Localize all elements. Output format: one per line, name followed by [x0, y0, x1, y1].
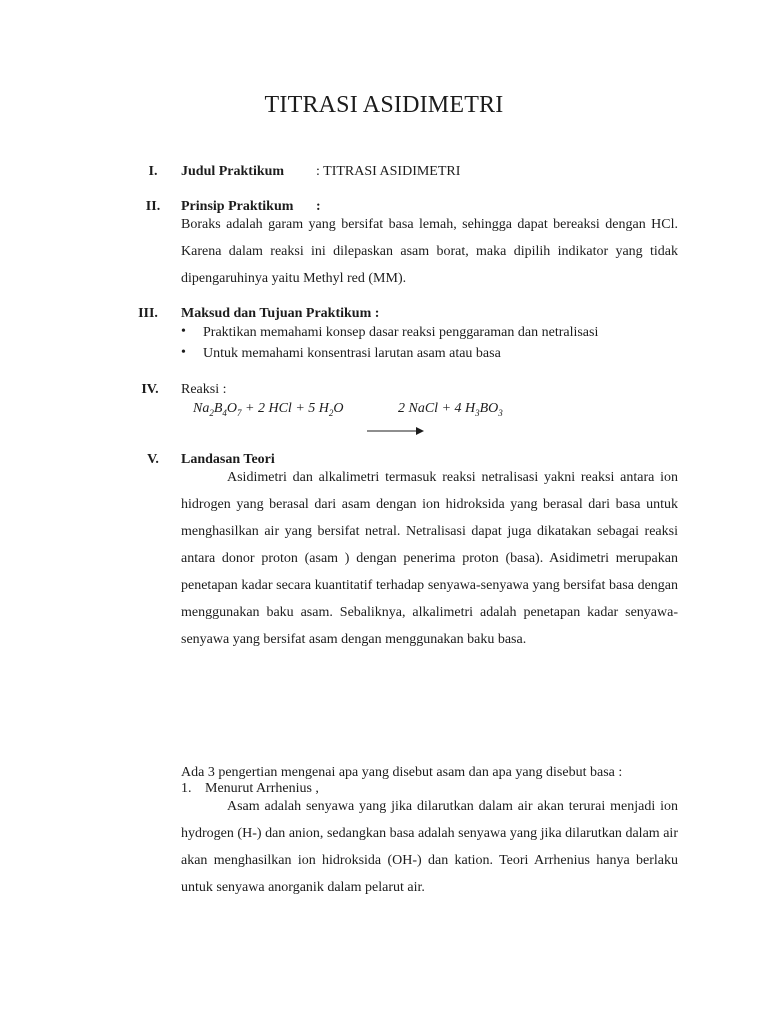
reaction-reactants	[193, 401, 344, 418]
definition-title: Menurut Arrhenius ,	[205, 781, 319, 796]
definition-number: 1.	[181, 781, 192, 796]
bullet-icon: •	[181, 324, 186, 339]
section-5-number: V.	[147, 452, 159, 467]
subscript: 4	[222, 407, 227, 418]
subscript: 2	[209, 407, 214, 418]
objective-text: Untuk memahami konsentrasi larutan asam atau basa	[203, 346, 501, 361]
bullet-icon: •	[181, 345, 186, 360]
section-3-heading: Maksud dan Tujuan Praktikum :	[181, 306, 380, 321]
objective-text: Praktikan memahami konsep dasar reaksi penggaraman dan netralisasi	[203, 325, 599, 340]
definitions-intro: Ada 3 pengertian mengenai apa yang disebut asam dan apa yang disebut basa :	[181, 765, 623, 780]
section-4-heading: Reaksi :	[181, 382, 227, 397]
reactant-rest: + 2 HCl + 5 H	[241, 401, 329, 416]
section-5-body: Asidimetri dan alkalimetri termasuk reaksi netralisasi yakni reaksi antara ion hidrogen yang berasal dari asam dengan ion hidroksida yang berasal dari basa untuk menghasilkan air yang bersifat netral. Netralisasi dapat juga dikatakan sebagai reaksi antara donor proton (asam ) dengan penerima proton (basa). Asidimetri merupakan penetapan kadar secara kuantitatif terhadap senyawa-senyawa yang bersifat basa dengan menggunakan baku asam. Sebaliknya, alkalimetri adalah penetapan kadar senyawa-senyawa yang bersifat asam dengan menggunakan baku basa.	[181, 470, 678, 647]
reactant-b: B	[213, 401, 223, 416]
section-1-number: I.	[148, 164, 158, 179]
page-title: TITRASI ASIDIMETRI	[264, 92, 504, 118]
section-4-number: IV.	[141, 382, 159, 397]
section-2-colon: :	[316, 199, 321, 214]
product-a: 2 NaCl + 4 H	[398, 401, 476, 416]
subscript: 3	[498, 407, 503, 418]
reactant-na: Na	[193, 401, 210, 416]
definition-body: Asam adalah senyawa yang jika dilarutkan dalam air akan terurai menjadi ion hydrogen (H-) dan anion, sedangkan basa adalah senyawa yang jika dilarutkan dalam air akan menghasilkan ion hidroksida (OH-) dan kation. Teori Arrhenius hanya berlaku untuk senyawa anorganik dalam pelarut air.	[181, 799, 678, 895]
section-1-value: : TITRASI ASIDIMETRI	[316, 164, 461, 179]
section-3-number: III.	[138, 306, 158, 321]
section-2-heading: Prinsip Praktikum	[181, 199, 294, 214]
section-5-heading: Landasan Teori	[181, 452, 275, 467]
section-1-heading: Judul Praktikum	[181, 164, 285, 179]
reaction-arrow-icon	[367, 425, 425, 437]
subscript: 2	[328, 407, 334, 418]
reactant-o: O	[226, 401, 238, 416]
section-2-number: II.	[145, 199, 161, 214]
section-2-body: Boraks adalah garam yang bersifat basa lemah, sehingga dapat bereaksi dengan HCl. Karena dalam reaksi ini dilepaskan asam borat, maka dipilih indikator yang tidak dipengaruhinya yaitu Methyl red (MM).	[181, 217, 678, 286]
subscript: 3	[475, 407, 480, 418]
reactant-o2: O	[333, 401, 344, 416]
subscript: 7	[237, 407, 242, 418]
reaction-products	[398, 401, 503, 418]
product-bo: BO	[479, 401, 499, 416]
